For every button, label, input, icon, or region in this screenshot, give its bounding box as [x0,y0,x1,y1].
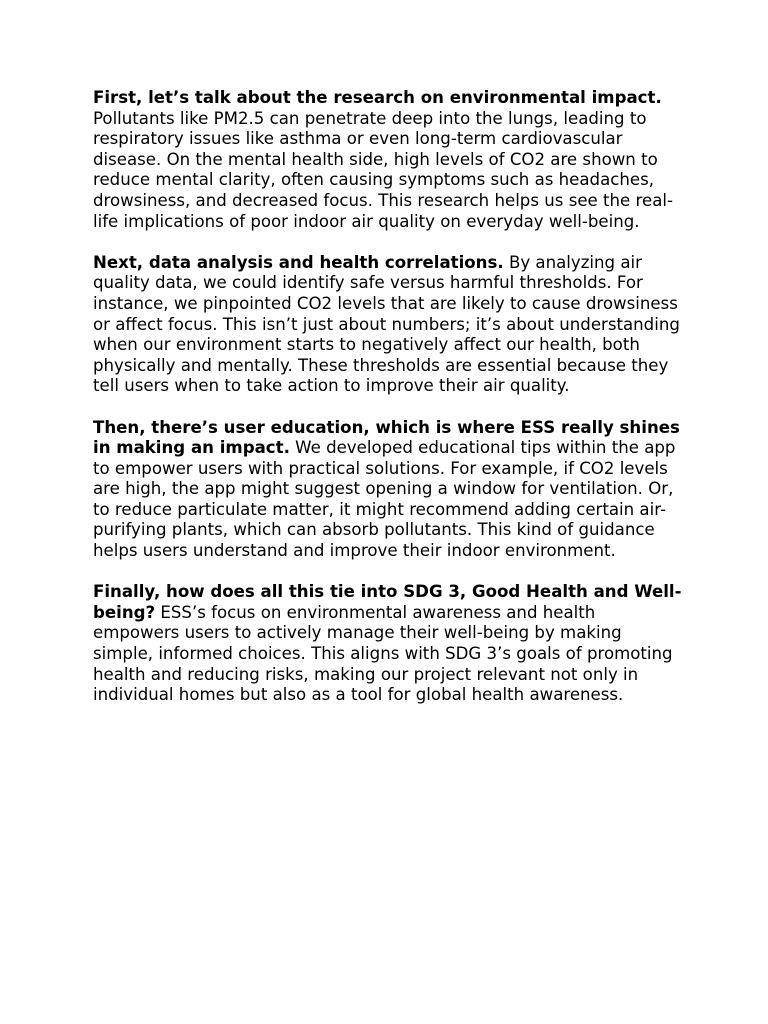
paragraph-lead: Then, there’s user education, which is where ESS really shines in making an impact. [93,417,680,458]
paragraph-data-analysis [93,253,683,397]
paragraph-text: Pollutants like PM2.5 can penetrate deep into the lungs, leading to respiratory issues like asthma or even long-term cardiovascular disease. On the mental health side, high levels of CO2 are shown to reduce mental clarity, often causing symptoms such as headaches, drowsiness, and decreased focus. This research helps us see the real-life implications of poor indoor air quality on everyday well-being. [93,108,673,231]
paragraph-environmental-impact [93,88,683,232]
paragraph-sdg3 [93,582,683,706]
paragraph-text: By analyzing air quality data, we could identify safe versus harmful thresholds. For instance, we pinpointed CO2 levels that are likely to cause drowsiness or affect focus. This isn’t just about numbers; it’s about understanding when our environment starts to negatively affect our health, both physically and mentally. These thresholds are essential because they tell users when to take action to improve their air quality. [93,252,680,396]
paragraph-lead: First, let’s talk about the research on environmental impact. [93,88,662,107]
paragraph-lead: Finally, how does all this tie into SDG 3, Good Health and Well-being? [93,582,682,622]
paragraph-lead: Next, data analysis and health correlations. [93,252,504,272]
paragraph-text: We developed educational tips within the app to empower users with practical solutions. For example, if CO2 levels are high, the app might suggest opening a window for ventilation. Or, to reduce particulate matter, it might recommend adding certain air-purifying plants, which can absorb pollutants. This kind of guidance helps users understand and improve their indoor environment. [93,438,676,561]
paragraph-user-education [93,418,683,562]
paragraph-text: ESS’s focus on environmental awareness and health empowers users to actively manage their well-being by making simple, informed choices. This aligns with SDG 3’s goals of promoting health and reducing risks, making our project relevant not only in individual homes but also as a tool for global health awareness. [93,602,673,705]
document-body [93,88,683,726]
